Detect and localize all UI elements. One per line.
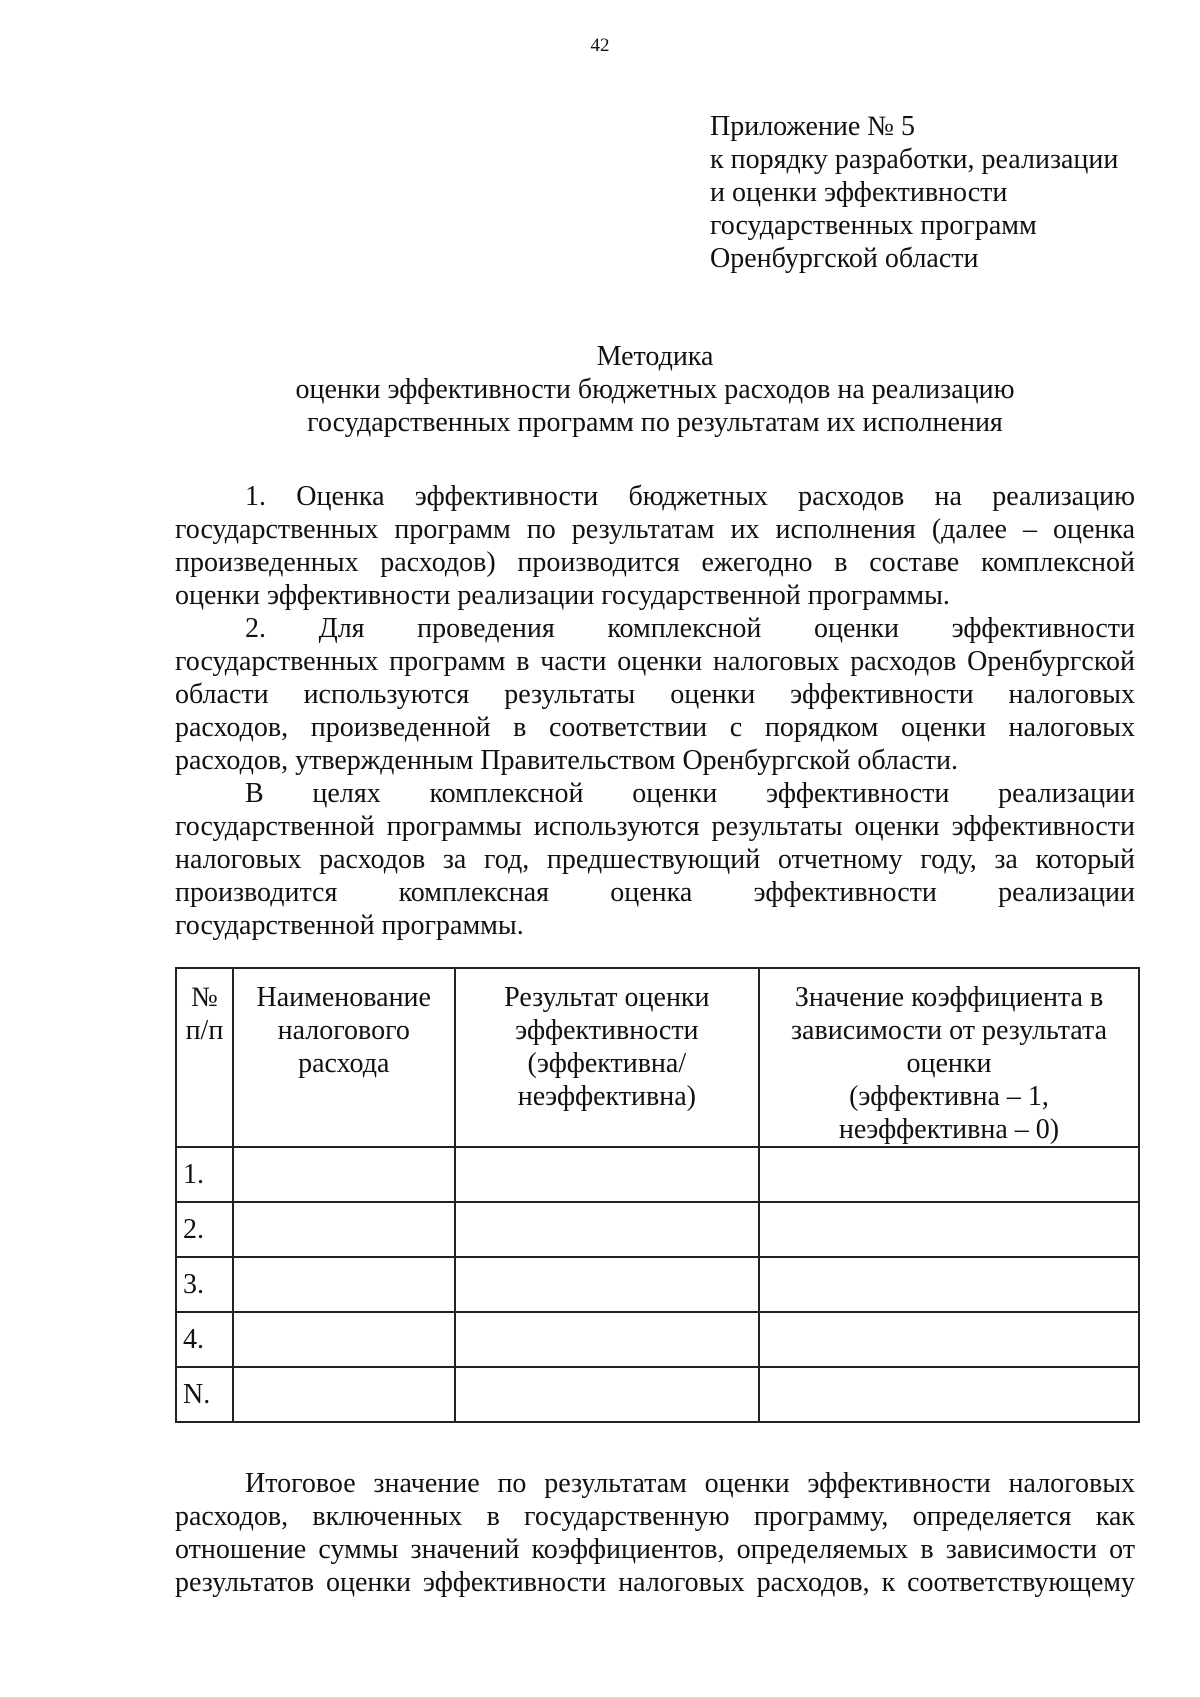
table-cell xyxy=(455,1312,759,1367)
table-cell xyxy=(233,1147,455,1202)
header-line: п/п xyxy=(185,1015,224,1046)
tax-expenditure-table xyxy=(175,967,1140,1423)
header-line: оценки xyxy=(906,1048,992,1079)
table-cell xyxy=(233,1257,455,1312)
table-cell xyxy=(455,1147,759,1202)
paragraph-3 xyxy=(175,777,1135,942)
paragraph-line: расходов, произведенной в соответствии с порядком оценки налоговых xyxy=(175,712,1135,743)
paragraph-1 xyxy=(175,480,1135,612)
paragraph-line: государственных программ в части оценки налоговых расходов Оренбургской xyxy=(175,646,1135,677)
table-row xyxy=(176,1367,1139,1422)
header-line: налогового xyxy=(277,1015,410,1046)
table-cell xyxy=(455,1367,759,1422)
paragraph-line: отношение суммы значений коэффициентов, определяемых в зависимости от xyxy=(175,1534,1135,1565)
table-cell xyxy=(759,1202,1139,1257)
table-cell: N. xyxy=(176,1367,233,1422)
appendix-line: и оценки эффективности xyxy=(710,177,1008,208)
paragraph-line: расходов, включенных в государственную программу, определяется как xyxy=(175,1501,1135,1532)
header-line: эффективности xyxy=(515,1015,699,1046)
table-cell xyxy=(759,1312,1139,1367)
header-line: неэффективна – 0) xyxy=(838,1114,1060,1145)
paragraph-line: расходов, утвержденным Правительством Оренбургской области. xyxy=(175,745,958,776)
appendix-line: к порядку разработки, реализации xyxy=(710,144,1119,175)
table-cell: 2. xyxy=(176,1202,233,1257)
document-title xyxy=(175,340,1135,439)
header-line: Результат оценки xyxy=(504,982,710,1013)
table-cell xyxy=(455,1202,759,1257)
paragraph-line: государственной программы. xyxy=(175,910,524,941)
appendix-header xyxy=(710,110,1180,275)
paragraph-line: государственных программ по результатам их исполнения (далее – оценка xyxy=(175,514,1135,545)
header-line: неэффективна) xyxy=(517,1081,696,1112)
paragraph-line: государственной программы используются результаты оценки эффективности xyxy=(175,811,1135,842)
table-row xyxy=(176,1147,1139,1202)
paragraph-4 xyxy=(175,1467,1135,1599)
paragraph-line: 2. Для проведения комплексной оценки эффективности xyxy=(245,613,1135,644)
body-paragraphs xyxy=(175,480,1135,942)
header-line: № xyxy=(191,982,218,1013)
table-cell: 4. xyxy=(176,1312,233,1367)
table-cell xyxy=(455,1257,759,1312)
header-line: (эффективна – 1, xyxy=(849,1081,1049,1112)
paragraph-line: результатов оценки эффективности налоговых расходов, к соответствующему xyxy=(175,1567,1135,1598)
paragraph-line: налоговых расходов за год, предшествующий отчетному году, за который xyxy=(175,844,1135,875)
paragraph-line: оценки эффективности реализации государственной программы. xyxy=(175,580,950,611)
table-row xyxy=(176,1257,1139,1312)
title-line: Методика xyxy=(596,341,714,372)
header-name xyxy=(233,968,455,1147)
paragraph-line: 1. Оценка эффективности бюджетных расходов на реализацию xyxy=(245,481,1135,512)
table-cell xyxy=(759,1367,1139,1422)
paragraph-line: производится комплексная оценка эффективности реализации xyxy=(175,877,1135,908)
table-cell xyxy=(759,1147,1139,1202)
header-line: Наименование xyxy=(256,982,431,1013)
appendix-line: Оренбургской области xyxy=(710,243,979,274)
paragraph-line: произведенных расходов) производится ежегодно в составе комплексной xyxy=(175,547,1135,578)
header-line: зависимости от результата xyxy=(791,1015,1108,1046)
appendix-line: государственных программ xyxy=(710,210,1037,241)
table-cell xyxy=(233,1312,455,1367)
paragraph-2 xyxy=(175,612,1135,777)
table-cell xyxy=(759,1257,1139,1312)
header-line: (эффективна/ xyxy=(527,1048,687,1079)
table-cell: 3. xyxy=(176,1257,233,1312)
title-line: оценки эффективности бюджетных расходов на реализацию xyxy=(295,374,1015,405)
table-row xyxy=(176,1312,1139,1367)
header-result xyxy=(455,968,759,1147)
page-number: 42 xyxy=(590,35,610,56)
header-coefficient xyxy=(759,968,1139,1147)
paragraph-line: области используются результаты оценки эффективности налоговых xyxy=(175,679,1135,710)
table-row xyxy=(176,1202,1139,1257)
paragraph-line: В целях комплексной оценки эффективности реализации xyxy=(245,778,1135,809)
table-header-row xyxy=(176,968,1139,1147)
table-cell xyxy=(233,1367,455,1422)
table-cell: 1. xyxy=(176,1147,233,1202)
header-line: Значение коэффициента в xyxy=(794,982,1104,1013)
title-line: государственных программ по результатам их исполнения xyxy=(307,407,1003,438)
appendix-line: Приложение № 5 xyxy=(710,111,915,142)
table-cell xyxy=(233,1202,455,1257)
header-line: расхода xyxy=(298,1048,390,1079)
header-number xyxy=(176,968,233,1147)
paragraph-line: Итоговое значение по результатам оценки эффективности налоговых xyxy=(245,1468,1135,1499)
